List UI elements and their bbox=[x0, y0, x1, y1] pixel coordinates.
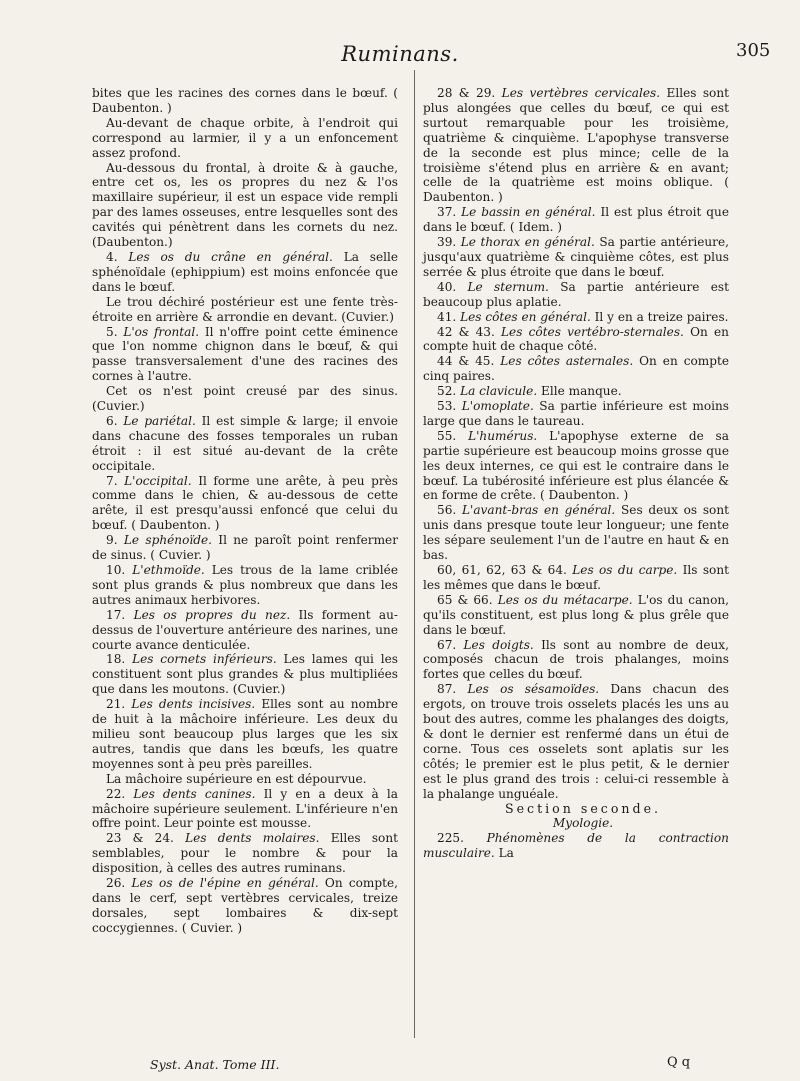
paragraph-label: Les dents incisives. bbox=[131, 697, 256, 712]
paragraph-text: Elle manque. bbox=[541, 384, 622, 399]
paragraph bbox=[423, 399, 729, 429]
paragraph bbox=[423, 310, 729, 325]
paragraph-text: Ils sont les mêmes que dans le bœuf. bbox=[423, 563, 729, 592]
paragraph-text: La bbox=[498, 846, 514, 861]
paragraph bbox=[92, 474, 398, 534]
paragraph-number: 41. bbox=[437, 309, 457, 324]
paragraph bbox=[92, 876, 398, 936]
paragraph-text: Ses deux os sont unis dans presque toute leur longueur; une fente les sépare seulement l'un de l'autre en haut & en bas. bbox=[423, 503, 729, 563]
paragraph bbox=[92, 325, 398, 385]
paragraph-text: La selle sphénoïdale (ephippium) est moins enfoncée que dans le bœuf. bbox=[92, 249, 398, 294]
paragraph-text: Il est plus étroit que dans le bœuf. ( Idem. ) bbox=[423, 205, 729, 235]
paragraph-label: Les côtes asternales. bbox=[500, 354, 634, 369]
paragraph-number: 52. bbox=[437, 384, 457, 399]
paragraph-text: On en compte huit de chaque côté. bbox=[423, 324, 729, 354]
paragraph-label: L'os frontal. bbox=[123, 324, 200, 339]
paragraph-number: 60, 61, 62, 63 & 64. bbox=[437, 563, 567, 577]
paragraph bbox=[92, 161, 398, 250]
paragraph-label: Les côtes vertébro-sternales. bbox=[501, 324, 684, 339]
paragraph bbox=[92, 250, 398, 295]
paragraph-label: L'avant-bras en général. bbox=[461, 503, 616, 518]
paragraph bbox=[92, 608, 398, 653]
paragraph-number: 225. bbox=[437, 831, 464, 846]
paragraph bbox=[423, 86, 729, 205]
paragraph bbox=[92, 772, 398, 787]
paragraph-text: Il ne paroît point renfermer de sinus. ( Cuvier. ) bbox=[92, 533, 398, 563]
paragraph-label: L'occipital. bbox=[124, 473, 192, 488]
paragraph bbox=[423, 682, 729, 801]
column-divider bbox=[414, 70, 415, 1038]
paragraph-label: L'omoplate. bbox=[461, 399, 534, 414]
paragraph bbox=[423, 205, 729, 235]
paragraph-number: 23 & 24. bbox=[106, 831, 174, 846]
paragraph-number: 56. bbox=[437, 503, 457, 518]
paragraph bbox=[92, 116, 398, 161]
paragraph-label: Le sternum. bbox=[467, 279, 549, 294]
paragraph-text: Sa partie antérieure, jusqu'aux quatrième & cinquième côtes, est plus serrée & plus étroite que dans le bœuf. bbox=[423, 235, 729, 279]
paragraph-number: 5. bbox=[106, 324, 118, 339]
paragraph-number: 40. bbox=[437, 279, 457, 294]
paragraph bbox=[423, 638, 729, 683]
paragraph-label: Phénomènes de la contraction musculaire. bbox=[423, 831, 729, 861]
paragraph-label: Les dents molaires. bbox=[185, 831, 320, 846]
paragraph bbox=[423, 831, 729, 861]
paragraph-label: Les os propres du nez. bbox=[133, 607, 291, 622]
paragraph-text: Dans chacun des ergots, on trouve trois osselets placés les uns au bout des autres, comme les phalanges des doigts, & dont le dernier est renfermé dans un étui de corne. Tous ces osselets sont aplatis sur les côtés; le premier est le plus petit, & le dernier est le plus grand des trois : celui-ci ressemble à la phalange unguéale. bbox=[423, 682, 729, 801]
paragraph-label: Les côtes en général. bbox=[460, 309, 591, 324]
page-number: 305 bbox=[736, 40, 771, 61]
paragraph-text: La mâchoire supérieure en est dépourvue. bbox=[106, 771, 367, 786]
paragraph bbox=[92, 787, 398, 832]
paragraph bbox=[423, 384, 729, 399]
paragraph bbox=[423, 503, 729, 563]
paragraph bbox=[423, 563, 729, 593]
paragraph-text: L'os du canon, qu'ils constituent, est plus long & plus grêle que dans le bœuf. bbox=[423, 592, 729, 637]
paragraph-text: Ils sont au nombre de deux, composés chacun de trois phalanges, moins fortes que celles du bœuf. bbox=[423, 637, 729, 682]
paragraph-number: 17. bbox=[106, 607, 126, 622]
paragraph-label: Les doigts. bbox=[463, 637, 534, 652]
signature-mark: Syst. Anat. Tome III. bbox=[150, 1057, 280, 1072]
paragraph-number: 9. bbox=[106, 533, 118, 548]
paragraph-number: 4. bbox=[106, 249, 118, 264]
left-column bbox=[92, 86, 398, 936]
paragraph-label: Les vertèbres cervicales. bbox=[501, 86, 661, 100]
paragraph-text: L'apophyse externe de sa partie supérieure est beaucoup moins grosse que les deux internes, ce qui est le contraire dans le bœuf. La tubérosité inférieure est plus élancée & en forme de crête. ( Daubenton. ) bbox=[423, 428, 729, 503]
paragraph-number: 39. bbox=[437, 235, 457, 250]
paragraph-number: 67. bbox=[437, 637, 457, 652]
paragraph-text: Les lames qui les constituent sont plus grandes & plus multipliées que dans les moutons. (Cuvier.) bbox=[92, 652, 398, 697]
paragraph-text: On en compte cinq paires. bbox=[423, 354, 729, 384]
paragraph-text: Le trou déchiré postérieur est une fente très-étroite en arrière & arrondie en devant. (Cuvier.) bbox=[92, 294, 398, 324]
paragraph bbox=[92, 295, 398, 325]
paragraph bbox=[92, 533, 398, 563]
paragraph-label: Les os du métacarpe. bbox=[497, 592, 633, 607]
paragraph bbox=[423, 593, 729, 638]
running-title: Ruminans. bbox=[341, 42, 459, 66]
paragraph-text: Elles sont semblables, pour le nombre & pour la disposition, à celles des autres ruminans. bbox=[92, 831, 398, 876]
paragraph-text: Il forme une arête, à peu près comme dans le chien, & au-dessous de cette arête, il est presqu'aussi enfoncé que celui du bœuf. ( Daubenton. ) bbox=[92, 473, 398, 533]
paragraph-label: Les os du crâne en général. bbox=[128, 249, 333, 264]
catchword: Q q bbox=[667, 1055, 691, 1070]
paragraph-text: Il y en a treize paires. bbox=[594, 309, 729, 324]
paragraph-number: 22. bbox=[106, 786, 126, 801]
paragraph-text: Cet os n'est point creusé par des sinus. (Cuvier.) bbox=[92, 384, 398, 414]
paragraph-text: Sa partie antérieure est beaucoup plus aplatie. bbox=[423, 279, 729, 309]
paragraph-number: 10. bbox=[106, 563, 126, 577]
paragraph bbox=[92, 697, 398, 772]
paragraph-number: 7. bbox=[106, 473, 118, 488]
paragraph-number: 6. bbox=[106, 413, 118, 428]
paragraph-text: Sa partie inférieure est moins large que dans le taureau. bbox=[423, 399, 729, 428]
paragraph bbox=[423, 325, 729, 355]
paragraph-text: Il y en a deux à la mâchoire supérieure seulement. L'inférieure n'en offre point. Leur pointe est mousse. bbox=[92, 786, 398, 831]
paragraph-number: 28 & 29. bbox=[437, 86, 496, 100]
section-title: Section seconde. bbox=[504, 800, 662, 816]
paragraph-text: Il est simple & large; il envoie dans chacune des fosses temporales un ruban étroit : il est situé au-devant de la crête occipitale. bbox=[92, 413, 398, 473]
paragraph bbox=[423, 354, 729, 384]
paragraph-label: Le pariétal. bbox=[123, 413, 196, 428]
paragraph-number: 65 & 66. bbox=[437, 592, 493, 607]
paragraph-text: Ils forment au-dessus de l'ouverture antérieure des narines, une courte avance denticulée. bbox=[92, 607, 398, 652]
paragraph bbox=[92, 414, 398, 474]
paragraph-label: Les os du carpe. bbox=[572, 563, 678, 577]
paragraph-text: Elles sont plus alongées que celles du bœuf, ce qui est surtout remarquable pour les troisième, quatrième & cinquième. L'apophyse transverse de la seconde est plus mince; celle de la troisième s'étend plus en arrière & en avant; celle de la quatrième est moins oblique. ( Daubenton. ) bbox=[423, 86, 729, 205]
paragraph-number: 18. bbox=[106, 652, 126, 667]
paragraph bbox=[92, 831, 398, 876]
paragraph bbox=[92, 652, 398, 697]
paragraph-label: Les dents canines. bbox=[133, 786, 256, 801]
paragraph-number: 87. bbox=[437, 682, 457, 697]
paragraph-text: Il n'offre point cette éminence que l'on nomme chignon dans le bœuf, & qui passe transversalement d'une des racines des cornes à l'autre. bbox=[92, 324, 399, 384]
paragraph bbox=[92, 384, 398, 414]
paragraph bbox=[423, 280, 729, 310]
paragraph-label: Le thorax en général. bbox=[460, 235, 595, 250]
paragraph-label: L'humérus. bbox=[468, 428, 538, 443]
paragraph-number: 44 & 45. bbox=[437, 354, 495, 369]
paragraph-label: Le sphénoïde. bbox=[123, 533, 212, 548]
paragraph bbox=[423, 429, 729, 504]
paragraph-text: Elles sont au nombre de huit à la mâchoire inférieure. Les deux du milieu sont beaucoup plus larges que les six autres, tandis que dans les bœufs, les quatre moyennes sont à peu près pareilles. bbox=[92, 697, 398, 771]
paragraph-text: Les trous de la lame criblée sont plus grands & plus nombreux que dans les autres animaux herbivores. bbox=[92, 563, 398, 607]
paragraph-text: Au-dessous du frontal, à droite & à gauche, entre cet os, les os propres du nez & l'os maxillaire supérieur, il est un espace vide rempli par des lames osseuses, entre lesquelles sont des cavités qui pénètrent dans les cornets du nez. (Daubenton.) bbox=[92, 160, 398, 250]
right-column bbox=[423, 86, 729, 861]
paragraph-number: 53. bbox=[437, 399, 457, 414]
paragraph-label: Les cornets inférieurs. bbox=[132, 652, 277, 667]
paragraph-text: On compte, dans le cerf, sept vertèbres cervicales, treize dorsales, sept lombaires & dix-sept coccygiennes. ( Cuvier. ) bbox=[92, 876, 398, 935]
paragraph-label: Le bassin en général. bbox=[461, 205, 596, 220]
paragraph-label: La clavicule. bbox=[460, 384, 538, 399]
paragraph bbox=[92, 563, 398, 608]
paragraph bbox=[423, 235, 729, 280]
paragraph-label: L'ethmoïde. bbox=[132, 563, 205, 577]
paragraph-number: 26. bbox=[106, 876, 126, 891]
paragraph-text: bites que les racines des cornes dans le bœuf. ( Daubenton. ) bbox=[92, 86, 398, 115]
paragraph bbox=[92, 86, 398, 116]
paragraph-label: Les os de l'épine en général. bbox=[131, 876, 319, 891]
paragraph-label: Les os sésamoïdes. bbox=[467, 682, 600, 697]
paragraph-number: 55. bbox=[437, 428, 457, 443]
paragraph-number: 37. bbox=[437, 205, 457, 220]
paragraph-number: 21. bbox=[106, 697, 126, 712]
paragraph-number: 42 & 43. bbox=[437, 324, 495, 339]
paragraph-text: Au-devant de chaque orbite, à l'endroit qui correspond au larmier, il y a un enfoncement assez profond. bbox=[92, 115, 398, 160]
section-subtitle: Myologie. bbox=[552, 816, 614, 831]
